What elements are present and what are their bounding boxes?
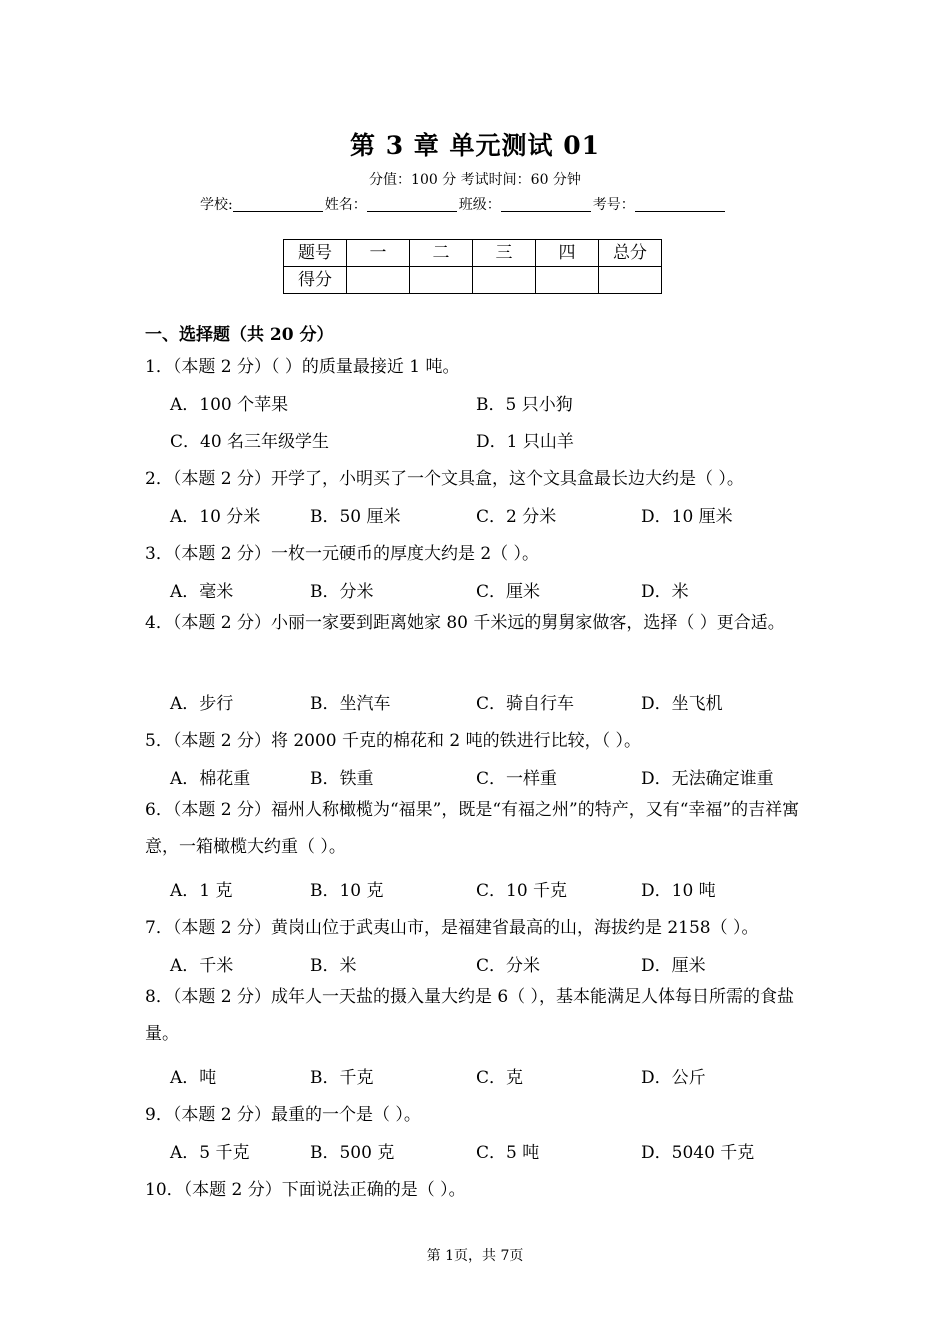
question-9: 9．（本题 2 分）最重的一个是（ ）。 (145, 1105, 421, 1125)
score-header-cell: 总分 (599, 240, 662, 267)
q3-option-d[interactable]: D．米 (641, 582, 689, 602)
q5-option-c[interactable]: C．一样重 (476, 769, 558, 789)
school-field[interactable] (233, 197, 323, 212)
question-6: 6．（本题 2 分）福州人称橄榄为“福果”，既是“有福之州”的特产，又有“幸福”的吉祥寓意，一箱橄榄大约重（ ）。 (145, 800, 800, 857)
page-title: 第 3 章 单元测试 01 (349, 131, 600, 160)
q7-option-a[interactable]: A．千米 (170, 956, 234, 976)
q2-option-b[interactable]: B．50 厘米 (310, 507, 401, 527)
question-5: 5．（本题 2 分）将 2000 千克的棉花和 2 吨的铁进行比较，（ ）。 (145, 731, 642, 751)
score-cell[interactable] (347, 267, 410, 294)
school-label: 学校: (200, 197, 233, 213)
class-label: 班级： (458, 197, 501, 213)
q9-option-b[interactable]: B．500 克 (310, 1143, 395, 1163)
q6-option-b[interactable]: B．10 克 (310, 881, 384, 901)
q3-option-b[interactable]: B．分米 (310, 582, 374, 602)
q6-option-d[interactable]: D．10 吨 (641, 881, 716, 901)
q3-option-c[interactable]: C．厘米 (476, 582, 541, 602)
exam-number-field[interactable] (635, 197, 725, 212)
q7-option-c[interactable]: C．分米 (476, 956, 541, 976)
name-label: 姓名： (324, 197, 367, 213)
question-1: 1．（本题 2 分）（ ）的质量最接近 1 吨。 (145, 357, 460, 377)
score-header-cell: 一 (347, 240, 410, 267)
score-header-cell: 二 (410, 240, 473, 267)
q7-option-d[interactable]: D．厘米 (641, 956, 706, 976)
class-field[interactable] (501, 197, 591, 212)
q9-option-c[interactable]: C．5 吨 (476, 1143, 540, 1163)
exam-meta: 分值：100 分 考试时间：60 分钟 (369, 172, 581, 188)
q1-option-b[interactable]: B．5 只小狗 (476, 395, 573, 415)
q8-option-c[interactable]: C．克 (476, 1068, 524, 1088)
q4-option-b[interactable]: B．坐汽车 (310, 694, 391, 714)
q7-option-b[interactable]: B．米 (310, 956, 357, 976)
score-header-cell: 三 (473, 240, 536, 267)
score-cell[interactable] (473, 267, 536, 294)
question-8: 8．（本题 2 分）成年人一天盐的摄入量大约是 6（ ），基本能满足人体每日所需的食盐量。 (145, 987, 795, 1044)
question-7: 7．（本题 2 分）黄岗山位于武夷山市，是福建省最高的山，海拔约是 2158（ ）。 (145, 918, 759, 938)
q9-option-a[interactable]: A．5 千克 (170, 1143, 250, 1163)
q2-option-d[interactable]: D．10 厘米 (641, 507, 733, 527)
q3-option-a[interactable]: A．毫米 (170, 582, 234, 602)
score-header-cell: 题号 (284, 240, 347, 267)
q4-option-c[interactable]: C．骑自行车 (476, 694, 575, 714)
q6-option-a[interactable]: A．1 克 (170, 881, 233, 901)
question-3: 3．（本题 2 分）一枚一元硬币的厚度大约是 2（ ）。 (145, 544, 540, 564)
q4-option-d[interactable]: D．坐飞机 (641, 694, 723, 714)
q9-option-d[interactable]: D．5040 千克 (641, 1143, 755, 1163)
score-cell[interactable] (536, 267, 599, 294)
question-10: 10．（本题 2 分）下面说法正确的是（ ）。 (145, 1180, 466, 1200)
q5-option-d[interactable]: D．无法确定谁重 (641, 769, 774, 789)
q1-option-a[interactable]: A．100 个苹果 (170, 395, 289, 415)
score-cell[interactable] (599, 267, 662, 294)
student-info-line (200, 194, 727, 214)
q4-option-a[interactable]: A．步行 (170, 694, 234, 714)
q8-option-d[interactable]: D．公斤 (641, 1068, 706, 1088)
score-table-score-row (284, 267, 662, 294)
score-table (283, 239, 662, 294)
q1-option-d[interactable]: D．1 只山羊 (476, 432, 574, 452)
question-4: 4．（本题 2 分）小丽一家要到距离她家 80 千米远的舅舅家做客，选择（ ）更合适。 (145, 613, 785, 633)
score-row-label: 得分 (284, 267, 347, 294)
question-2: 2．（本题 2 分）开学了，小明买了一个文具盒，这个文具盒最长边大约是（ ）。 (145, 469, 744, 489)
score-header-cell: 四 (536, 240, 599, 267)
section-heading: 一、选择题（共 20 分） (145, 325, 334, 345)
q8-option-b[interactable]: B．千克 (310, 1068, 374, 1088)
q2-option-c[interactable]: C．2 分米 (476, 507, 557, 527)
q8-option-a[interactable]: A．吨 (170, 1068, 217, 1088)
exam-number-label: 考号： (592, 197, 635, 213)
q5-option-a[interactable]: A．棉花重 (170, 769, 251, 789)
score-cell[interactable] (410, 267, 473, 294)
q5-option-b[interactable]: B．铁重 (310, 769, 374, 789)
q2-option-a[interactable]: A．10 分米 (170, 507, 261, 527)
q1-option-c[interactable]: C．40 名三年级学生 (170, 432, 330, 452)
score-table-header-row (284, 240, 662, 267)
name-field[interactable] (367, 197, 457, 212)
q6-option-c[interactable]: C．10 千克 (476, 881, 568, 901)
page-footer: 第 1页，共 7页 (426, 1248, 524, 1264)
